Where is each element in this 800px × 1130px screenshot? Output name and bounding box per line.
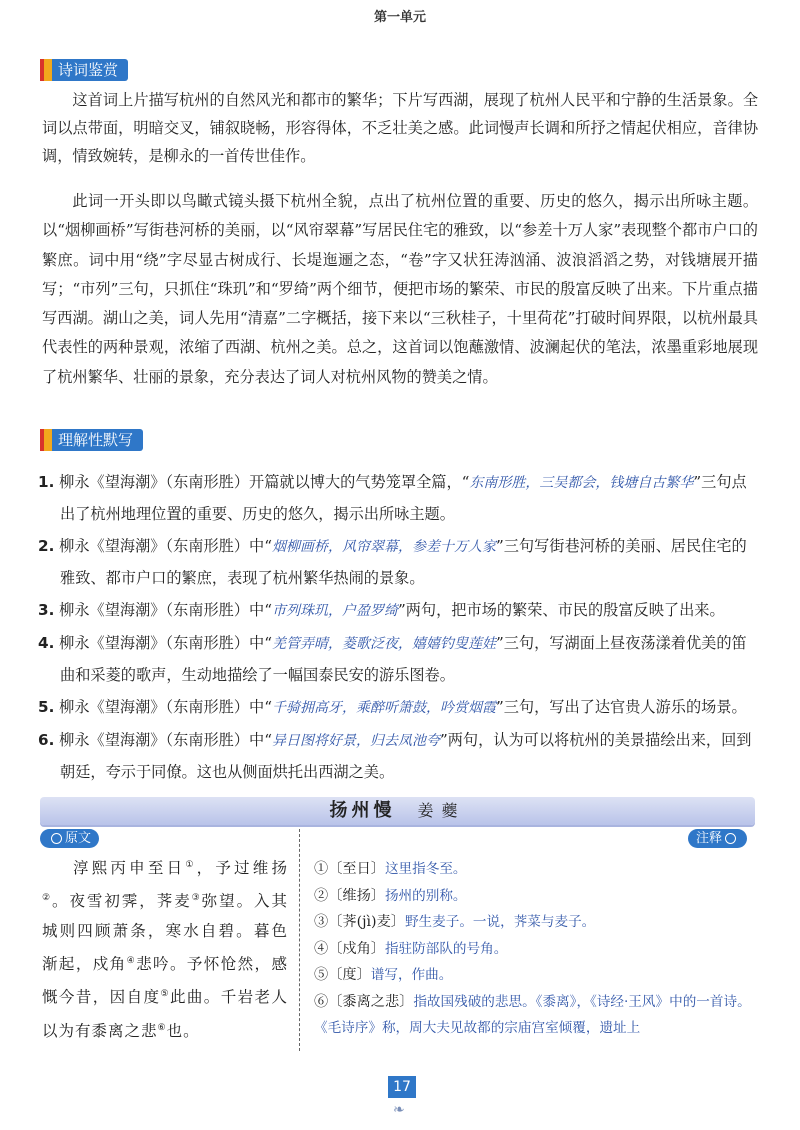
dictation-item-2: 2. 柳永《望海潮》（东南形胜）中“烟柳画桥，风帘翠幕，参差十万人家”三句写街巷河桥的美丽、居民住宅的雅致、都市户口的繁庶，表现了杭州繁华热闹的景象。 xyxy=(38,537,747,587)
poem-original-text: 淳熙丙申至日①，予过维扬②。夜雪初霁，荠麦③弥望。入其城则四顾萧条，寒水自碧。暮色渐起，戍角④悲吟。予怀怆然，感慨今昔，因自度⑤此曲。千岩老人以为有黍离之悲⑥也。 xyxy=(42,859,288,1040)
ornament-icon: ❧ xyxy=(393,1102,405,1118)
poem-author: 姜夔 xyxy=(417,801,466,820)
dictation-list xyxy=(38,467,760,789)
appreciation-tag xyxy=(40,58,128,82)
note-item: ③〔荠(jì)麦〕野生麦子。一说，荠菜与麦子。 xyxy=(314,914,596,930)
column-divider xyxy=(299,829,300,1051)
book-icon xyxy=(40,429,52,451)
dictation-item-6: 6. 柳永《望海潮》（东南形胜）中“异日图将好景，归去凤池夸”两句，认为可以将杭州的美景描绘出来，回到朝廷，夸示于同僚。这也从侧面烘托出西湖之美。 xyxy=(38,731,752,781)
note-item: ①〔至日〕这里指冬至。 xyxy=(314,861,467,877)
page-header: 第一单元 xyxy=(373,10,426,25)
dictation-item-5: 5. 柳永《望海潮》（东南形胜）中“千骑拥高牙，乘醉听箫鼓，吟赏烟霞”三句，写出了达官贵人游乐的场景。 xyxy=(38,698,747,716)
note-item: ④〔戍角〕指驻防部队的号角。 xyxy=(314,940,508,957)
dictation-item-1: 1. 柳永《望海潮》（东南形胜）开篇就以博大的气势笼罩全篇，“东南形胜，三吴都会，钱塘自古繁华”三句点出了杭州地理位置的重要、历史的悠久，揭示出所咏主题。 xyxy=(38,473,747,523)
book-icon xyxy=(40,59,52,81)
dictation-tag xyxy=(40,428,143,452)
poem-title-banner xyxy=(40,797,755,825)
notes-label: 注释 xyxy=(688,829,747,848)
appreciation-paragraph-2: 此词一开头即以鸟瞰式镜头摄下杭州全貌，点出了杭州位置的重要、历史的悠久，揭示出所咏主题。以“烟柳画桥”写街巷河桥的美丽，以“风帘翠幕”写居民住宅的雅致，以“参差十万人家”表现整个都市户口的繁庶。词中用“绕”字尽显古树成行、长堤迤逦之态，“卷”字又状狂涛汹涌、波浪滔滔之势，对钱塘展开描写；“市列”三句，只抓住“珠玑”和“罗绮”两个细节，便把市场的繁荣、市民的殷富反映了出来。下片重点描写西湖。湖山之美，词人先用“清嘉”二字概括，接下来以“三秋桂子，十里荷花”打破时间界限，以杭州最具代表性的两种景观，浓缩了西湖、杭州之美。总之，这首词以饱蘸激情、波澜起伏的笔法，浓墨重彩地展现了杭州繁华、壮丽的景象，充分表达了词人对杭州风物的赞美之情。 xyxy=(42,192,758,386)
dictation-item-3: 3. 柳永《望海潮》（东南形胜）中“市列珠玑，户盈罗绮”两句，把市场的繁荣、市民的殷富反映了出来。 xyxy=(38,601,725,619)
note-item: ⑤〔度〕谱写，作曲。 xyxy=(314,967,453,983)
circle-icon xyxy=(725,833,736,844)
appreciation-tag-label: 诗词鉴赏 xyxy=(52,59,128,81)
original-label: 原文 xyxy=(40,829,99,848)
page-number: 17 xyxy=(388,1076,416,1098)
dictation-item-4: 4. 柳永《望海潮》（东南形胜）中“羌管弄晴，菱歌泛夜，嬉嬉钓叟莲娃”三句，写湖面上昼夜荡漾着优美的笛曲和采菱的歌声，生动地描绘了一幅国泰民安的游乐图卷。 xyxy=(38,634,747,684)
note-item: ②〔维扬〕扬州的别称。 xyxy=(314,887,467,904)
appreciation-paragraph-1: 这首词上片描写杭州的自然风光和都市的繁华；下片写西湖，展现了杭州人民平和宁静的生活景象。全词以点带面，明暗交叉，铺叙晓畅，形容得体，不乏壮美之感。此词慢声长调和所抒之情起伏相应，音律协调，情致婉转，是柳永的一首传世佳作。 xyxy=(42,91,758,165)
poem-title: 扬州慢 xyxy=(329,800,396,821)
note-item: ⑥〔黍离之悲〕指故国残破的悲思。《黍离》，《诗经·王风》中的一首诗。《毛诗序》称，周大夫见故都的宗庙宫室倾覆，遗址上 xyxy=(314,993,751,1036)
dictation-tag-label: 理解性默写 xyxy=(52,429,143,451)
poem-notes xyxy=(314,856,754,1042)
circle-icon xyxy=(51,833,62,844)
